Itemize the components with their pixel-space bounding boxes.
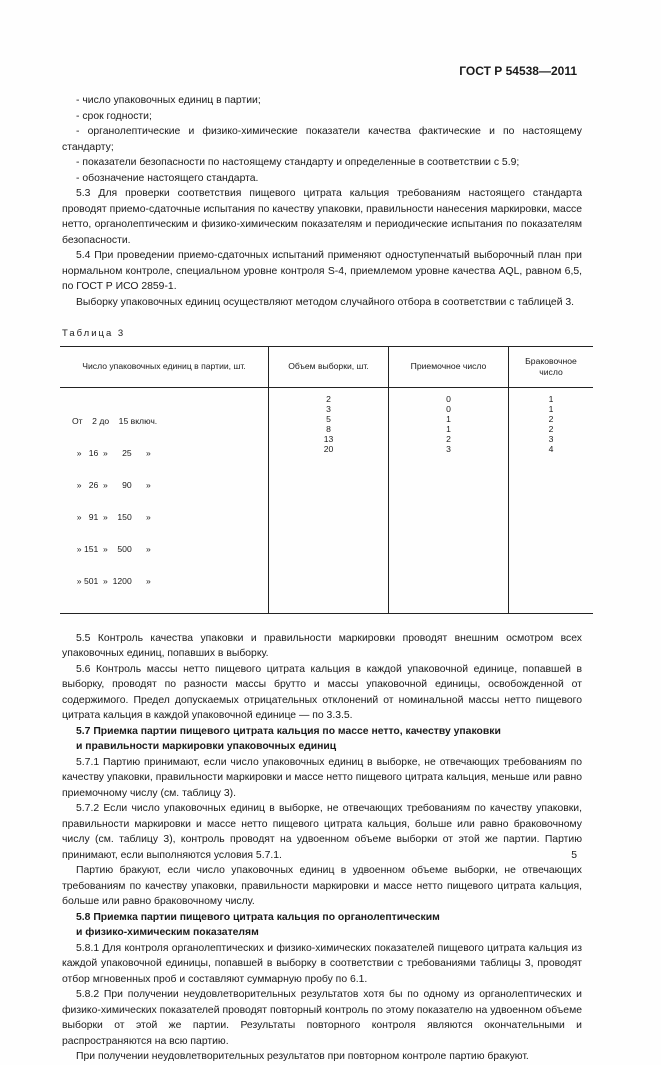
lot-size-cell: » 151 » 500 » (72, 544, 151, 555)
list-item: - показатели безопасности по настоящему стандарту и определенные в соответствии с 5.9; (76, 157, 520, 168)
column-header-lot-size: Число упаковочных единиц в партии, шт. (60, 346, 269, 387)
sample-size-column (269, 387, 389, 613)
sampling-table (60, 346, 593, 614)
paragraph-5-8-2: 5.8.2 При получении неудовлетворительных результатов хотя бы по одному из органолептических и физико-химических показателей проводят повторный контроль по этому показателю на удвоенном объеме выборки от этой же партии. Результаты повторного контроля являются окончательными и распространяются на всю партию. (62, 989, 582, 1047)
section-heading-5-8: 5.8 Приемка партии пищевого цитрата кальция по органолептическим (76, 911, 440, 923)
acceptance-number-column (389, 387, 509, 613)
list-item: - число упаковочных единиц в партии; (76, 95, 261, 106)
paragraph-5-6: 5.6 Контроль массы нетто пищевого цитрата кальция в каждой упаковочной единице, попавшей в выборку, проводят по разности массы брутто и массы упаковочной единицы, освобожденной от содержимого. Предел допускаемых отрицательных отклонений от номинальной массы нетто пищевого цитрата кальция в каждой упаковочной единице — по 3.3.5. (62, 663, 582, 722)
acceptance-number-cell: 3 (446, 444, 451, 455)
acceptance-number-cell: 0 (446, 403, 451, 414)
paragraph-final: При получении неудовлетворительных результатов при повторном контроле партию бракуют. (76, 1051, 529, 1063)
paragraph-5-7-reject: Партию бракуют, если число упаковочных единиц в удвоенном объеме выборки, не отвечающих требованиям по качеству упаковки, правильности маркировки и массе нетто пищевого цитрата кальция, больше или равно браковочному числу. (62, 865, 582, 908)
rejection-number-cell: 2 (548, 413, 554, 424)
acceptance-number-cell: 0 (446, 393, 451, 404)
sample-size-cell: 8 (326, 424, 331, 435)
page-number: 5 (571, 850, 577, 861)
paragraph-5-4-sampling: Выборку упаковочных единиц осуществляют методом случайного отбора в соответствии с таблицей 3. (76, 296, 575, 308)
rejection-number-cell: 1 (548, 393, 554, 404)
column-header-sample-size: Объем выборки, шт. (269, 346, 389, 387)
lot-size-cell: » 26 » 90 » (72, 479, 151, 490)
sample-size-cell: 13 (323, 434, 334, 445)
document-header: ГОСТ Р 54538—2011 (459, 64, 577, 78)
table-header-row (60, 346, 593, 387)
section-heading-5-7: 5.7 Приемка партии пищевого цитрата кальция по массе нетто, качеству упаковки (76, 725, 501, 737)
lot-size-cell: » 501 » 1200 » (72, 576, 151, 587)
sample-size-cell: 20 (323, 444, 334, 455)
table-caption: Таблица 3 (62, 328, 126, 339)
paragraph-5-3: 5.3 Для проверки соответствия пищевого цитрата кальция требованиям настоящего стандарта проводят приемо-сдаточные испытания по качеству упаковки, правильности нанесения маркировки, массе нетто, органолептическим и физико-химическим показателям и периодические испытания по показателям безопасности. (62, 188, 582, 246)
lot-size-cell: От 2 до 15 включ. (72, 415, 158, 426)
list-item: - органолептические и физико-химические показатели качества фактические и по настоящему стандарту; (62, 126, 582, 153)
section-heading-5-8-cont: и физико-химическим показателям (76, 927, 259, 939)
paragraph-5-7-1: 5.7.1 Партию принимают, если число упаковочных единиц в выборке, не отвечающих требованиям по качеству упаковки, правильности маркировки и массе нетто пищевого цитрата кальция, меньше или равно приемочному числу (см. таблицу 3). (62, 756, 582, 799)
list-item: - обозначение настоящего стандарта. (76, 172, 259, 184)
paragraph-5-4: 5.4 При проведении приемо-сдаточных испытаний применяют одноступенчатый выборочный план при нормальном контроле, специальном уровне контроля S-4, приемлемом уровне качества AQL, равном 6,5, по ГОСТ Р ИСО 2859-1. (62, 250, 582, 292)
lot-size-column (60, 387, 269, 613)
rejection-number-cell: 1 (548, 403, 554, 414)
column-header-rejection-number: Браковочное число (509, 346, 594, 387)
rejection-number-cell: 4 (548, 444, 554, 455)
acceptance-number-cell: 1 (446, 413, 451, 424)
column-header-acceptance-number: Приемочное число (389, 346, 509, 387)
page-body (62, 93, 582, 1065)
acceptance-number-cell: 1 (446, 424, 451, 435)
rejection-number-column (509, 387, 594, 613)
list-item: - срок годности; (76, 110, 152, 122)
table-body-row (60, 387, 593, 613)
acceptance-number-cell: 2 (446, 434, 451, 445)
sample-size-cell: 2 (326, 393, 331, 404)
rejection-number-cell: 3 (548, 434, 554, 445)
sample-size-cell: 5 (326, 413, 331, 424)
paragraph-5-7-2: 5.7.2 Если число упаковочных единиц в выборке, не отвечающих требованиям по качеству упаковки, правильности маркировки и массе нетто пищевого цитрата кальция, больше или равно браковочному числу (см. таблицу 3), контроль проводят на удвоенном объеме выборки от этой же партии. Партию принимают, если выполняются условия 5.7.1. (62, 803, 582, 861)
lot-size-cell: » 16 » 25 » (72, 447, 151, 458)
paragraph-5-5: 5.5 Контроль качества упаковки и правильности маркировки проводят внешним осмотром всех упаковочных единиц, попавших в выборку. (62, 632, 582, 660)
lot-size-cell: » 91 » 150 » (72, 512, 151, 523)
section-heading-5-7-cont: и правильности маркировки упаковочных единиц (76, 741, 337, 753)
paragraph-5-8-1: 5.8.1 Для контроля органолептических и физико-химических показателей пищевого цитрата кальция из каждой упаковочной единицы, попавшей в выборку в соответствии с требованиями таблицы 3, проводят отбор мгновенных проб и составляют суммарную пробу по 6.1. (62, 942, 582, 985)
rejection-number-cell: 2 (548, 424, 554, 435)
sample-size-cell: 3 (326, 403, 331, 414)
